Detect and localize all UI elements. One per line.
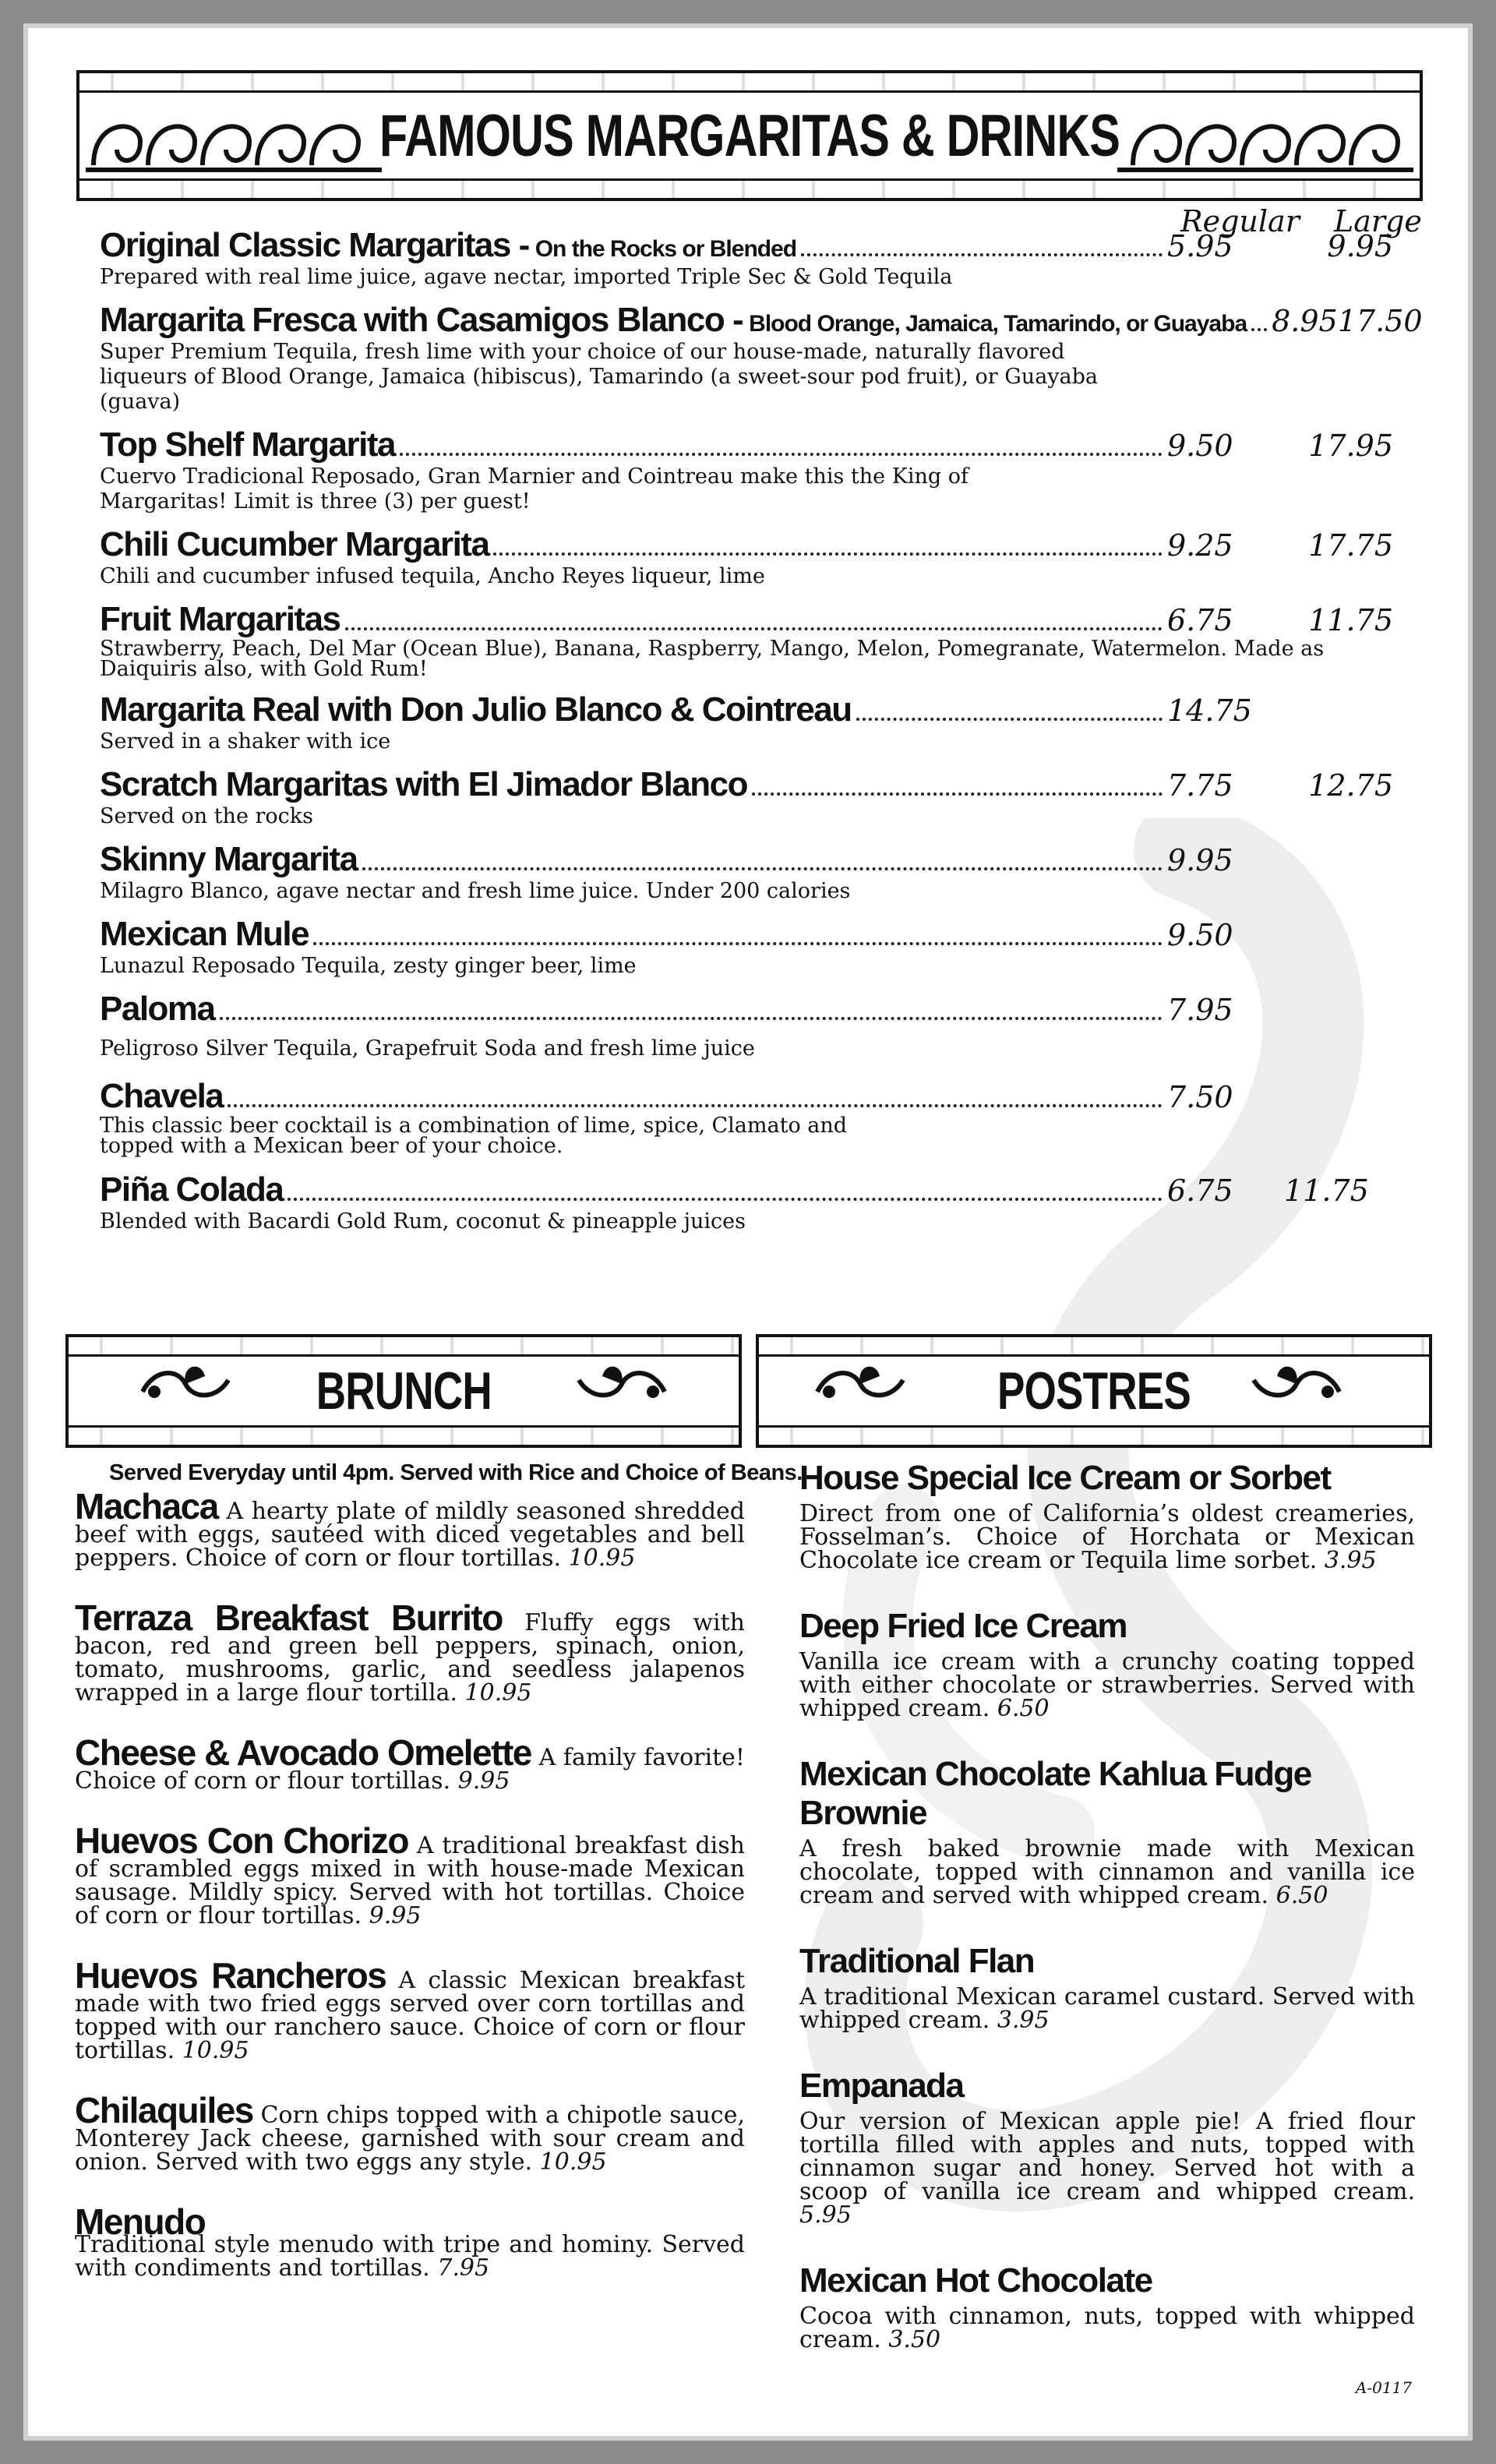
dot-leader <box>288 1198 1163 1201</box>
drink-name: Chavela <box>100 1077 224 1115</box>
brunch-item-name: Chilaquiles <box>75 2090 253 2130</box>
drink-description: Served in a shaker with ice <box>100 729 391 754</box>
scroll-ornament-right-icon <box>1250 1361 1343 1407</box>
column-header-large: Large <box>1334 204 1422 238</box>
brunch-item <box>75 1486 745 1572</box>
dot-leader <box>313 942 1163 945</box>
postres-item-desc: Our version of Mexican apple pie! A fried flour tortilla filled with apples and nuts, topped with cinnamon sugar and honey. Served hot with a scoop of vanilla ice cream and whipped cream. <box>799 2108 1415 2205</box>
dot-leader <box>228 1104 1163 1107</box>
drink-item <box>100 226 1393 290</box>
drink-name: Top Shelf Margarita <box>100 425 395 464</box>
brunch-item-desc: A classic Mexican breakfast made with two fried eggs served over corn tortillas and topped with our ranchero sauce. Choice of corn or flour tortillas. <box>75 1967 745 2064</box>
brunch-item-name: Menudo <box>75 2201 206 2242</box>
postres-item-desc: Cocoa with cinnamon, nuts, topped with whipped cream. <box>799 2303 1415 2353</box>
drink-item <box>100 990 1393 1061</box>
drink-item <box>100 1077 1393 1156</box>
brunch-item <box>75 1820 745 1929</box>
drink-name: Paloma <box>100 990 215 1028</box>
brunch-item-price: 9.95 <box>369 1902 422 1929</box>
postres-item <box>799 1607 1415 1721</box>
drink-name: Margarita Real with Don Julio Blanco & Cointreau <box>100 690 852 729</box>
postres-item-price: 6.50 <box>1275 1882 1328 1909</box>
brunch-title: BRUNCH <box>316 1361 492 1421</box>
postres-item-price: 6.50 <box>997 1695 1050 1722</box>
drink-item <box>100 765 1393 829</box>
celtic-knot-left-icon <box>86 103 390 181</box>
postres-item-desc: Vanilla ice cream with a crunchy coating topped with either chocolate or strawberries. Served with whipped cream. <box>799 1648 1415 1722</box>
brunch-item <box>75 1955 745 2064</box>
postres-item <box>799 1755 1415 1908</box>
celtic-knot-right-icon <box>1110 103 1413 181</box>
dot-leader <box>801 253 1163 256</box>
dot-leader <box>493 552 1163 556</box>
price-large: 17.50 <box>1337 304 1423 338</box>
price-regular: 9.50 <box>1167 429 1233 463</box>
drink-item <box>100 600 1393 680</box>
drink-description: Chili and cucumber infused tequila, Ancho Reyes liqueur, lime <box>100 564 765 588</box>
brunch-item-price: 10.95 <box>568 1544 636 1572</box>
postres-item-name: Deep Fried Ice Cream <box>799 1607 1127 1645</box>
brunch-item-desc: A hearty plate of mildly seasoned shredded beef with eggs, sautéed with diced vegetables and bell peppers. Choice of corn or flour tortillas. <box>75 1498 745 1572</box>
brunch-item-desc: Traditional style menudo with tripe and hominy. Served with condiments and tortillas. <box>75 2231 745 2282</box>
brunch-item <box>75 2201 745 2282</box>
drink-description: Peligroso Silver Tequila, Grapefruit Soda and fresh lime juice <box>100 1036 755 1061</box>
brunch-item-price: 10.95 <box>464 1679 532 1707</box>
drink-description: Milagro Blanco, agave nectar and fresh lime juice. Under 200 calories <box>100 879 851 903</box>
postres-banner <box>756 1334 1432 1448</box>
drinks-banner <box>76 70 1423 201</box>
drink-subtitle: Blood Orange, Jamaica, Tamarindo, or Guayaba <box>749 311 1247 337</box>
drink-description: Served on the rocks <box>100 804 314 828</box>
postres-item-name: House Special Ice Cream or Sorbet <box>799 1459 1331 1497</box>
postres-item <box>799 1459 1415 1573</box>
drink-item <box>100 1170 1393 1234</box>
postres-title: POSTRES <box>997 1361 1191 1421</box>
scroll-ornament-left-icon <box>813 1361 907 1407</box>
drink-name: Fruit Margaritas <box>100 600 340 638</box>
brunch-item-name: Machaca <box>75 1486 218 1527</box>
drink-item <box>100 301 1423 415</box>
drink-name: Mexican Mule <box>100 915 309 953</box>
postres-item-price: 5.95 <box>799 2201 852 2229</box>
brunch-item-desc: A traditional breakfast dish of scrambled eggs mixed in with house-made Mexican sausage. Mildly spicy. Served with hot tortillas. Choice of corn or flour tortillas. <box>75 1832 745 1929</box>
postres-list <box>799 1459 1415 2386</box>
price-regular: 7.75 <box>1167 768 1233 803</box>
drink-item <box>100 915 1393 979</box>
dot-leader <box>752 793 1163 796</box>
price-regular: 9.50 <box>1167 918 1233 952</box>
drinks-title: FAMOUS MARGARITAS & DRINKS <box>379 102 1120 169</box>
postres-item-desc: Direct from one of California’s oldest creameries, Fosselman’s. Choice of Horchata or Mexican Chocolate ice cream or Tequila lime sorbet. <box>799 1500 1415 1574</box>
drinks-list <box>100 226 1423 1234</box>
price-large: 11.75 <box>1284 1174 1369 1208</box>
price-regular: 9.95 <box>1167 843 1233 877</box>
brunch-item-desc: Fluffy eggs with bacon, red and green bell peppers, spinach, onion, tomato, mushrooms, garlic, and seedless jalapenos wrapped in a large flour tortilla. <box>75 1609 745 1707</box>
brunch-list <box>75 1486 745 2316</box>
drink-description: Super Premium Tequila, fresh lime with your choice of our house-made, naturally flavored liqueurs of Blood Orange, Jamaica (hibiscus), Tamarindo (a sweet-sour pod fruit), or Guayaba (guava) <box>100 340 1099 414</box>
price-regular: 6.75 <box>1167 603 1233 637</box>
menu-code: A-0117 <box>1355 2378 1412 2397</box>
drink-description: Blended with Bacardi Gold Rum, coconut & pineapple juices <box>100 1209 746 1234</box>
price-large: 17.95 <box>1308 429 1393 463</box>
dot-leader <box>856 718 1163 721</box>
drink-name: Original Classic Margaritas - <box>100 226 529 264</box>
brunch-item <box>75 2090 745 2176</box>
postres-item-price: 3.95 <box>997 2007 1050 2034</box>
drink-name: Chili Cucumber Margarita <box>100 525 489 563</box>
drink-description: Cuervo Tradicional Reposado, Gran Marnier and Cointreau make this the King of Margaritas! Limit is three (3) per guest! <box>100 464 969 514</box>
price-large: 12.75 <box>1308 768 1393 803</box>
brunch-item-name: Huevos Con Chorizo <box>75 1820 408 1861</box>
dot-leader <box>345 627 1163 630</box>
brunch-item-name: Cheese & Avocado Omelette <box>75 1732 531 1773</box>
price-regular: 8.95 <box>1272 304 1338 338</box>
price-regular: 9.25 <box>1167 528 1233 563</box>
drink-description: Lunazul Reposado Tequila, zesty ginger beer, lime <box>100 954 637 978</box>
postres-item <box>799 2261 1415 2352</box>
price-regular: 5.95 <box>1167 229 1233 263</box>
price-large: 9.95 <box>1327 229 1393 263</box>
scroll-ornament-right-icon <box>575 1361 669 1407</box>
brunch-item-name: Terraza Breakfast Burrito <box>75 1597 503 1638</box>
drink-item <box>100 425 1393 514</box>
brunch-item-price: 7.95 <box>437 2254 490 2282</box>
drink-name: Skinny Margarita <box>100 840 358 878</box>
brunch-item <box>75 1732 745 1795</box>
brunch-item-price: 9.95 <box>457 1767 510 1795</box>
price-large: 17.75 <box>1308 528 1393 563</box>
drink-name: Margarita Fresca with Casamigos Blanco - <box>100 301 743 339</box>
dot-leader <box>1251 328 1267 331</box>
postres-item-name: Traditional Flan <box>799 1942 1035 1980</box>
price-large: 11.75 <box>1308 603 1393 637</box>
drink-subtitle: On the Rocks or Blended <box>535 236 797 262</box>
postres-item <box>799 2067 1415 2227</box>
drink-item <box>100 840 1393 904</box>
drink-item <box>100 525 1393 589</box>
price-regular: 6.75 <box>1167 1174 1233 1208</box>
scroll-ornament-left-icon <box>139 1361 232 1407</box>
drink-name: Piña Colada <box>100 1170 284 1209</box>
postres-item-desc: A traditional Mexican caramel custard. Served with whipped cream. <box>799 1983 1415 2034</box>
brunch-item-price: 10.95 <box>182 2037 249 2064</box>
price-regular: 7.95 <box>1167 993 1233 1027</box>
postres-item <box>799 1942 1415 2032</box>
drink-item <box>100 690 1393 754</box>
brunch-item-name: Huevos Rancheros <box>75 1955 386 1996</box>
brunch-item <box>75 1597 745 1707</box>
postres-item-desc: A fresh baked brownie made with Mexican chocolate, topped with cinnamon and vanilla ice cream and served with whipped cream. <box>799 1835 1415 1909</box>
postres-item-name: Empanada <box>799 2067 964 2105</box>
price-regular: 14.75 <box>1167 694 1252 728</box>
dot-leader <box>220 1017 1163 1020</box>
postres-item-name: Mexican Hot Chocolate <box>799 2261 1152 2300</box>
price-regular: 7.50 <box>1167 1080 1233 1114</box>
brunch-item-desc: A family favorite! Choice of corn or flour tortillas. <box>75 1744 745 1795</box>
dot-leader <box>400 453 1163 456</box>
brunch-served-note: Served Everyday until 4pm. Served with Rice and Choice of Beans. <box>109 1460 803 1485</box>
postres-item-price: 3.95 <box>1324 1547 1377 1574</box>
dot-leader <box>362 867 1163 870</box>
brunch-banner <box>65 1334 742 1448</box>
column-header-regular: Regular <box>1180 204 1300 238</box>
brunch-item-price: 10.95 <box>539 2148 607 2176</box>
drink-description: Strawberry, Peach, Del Mar (Ocean Blue), Banana, Raspberry, Mango, Melon, Pomegranate, Watermelon. Made as Daiquiris also, with Gold Rum! <box>100 637 1325 681</box>
drink-name: Scratch Margaritas with El Jimador Blanco <box>100 765 747 803</box>
postres-item-price: 3.50 <box>888 2326 941 2353</box>
drink-description: Prepared with real lime juice, agave nectar, imported Triple Sec & Gold Tequila <box>100 265 953 289</box>
postres-item-name: Mexican Chocolate Kahlua Fudge Brownie <box>799 1755 1311 1832</box>
drink-description: This classic beer cocktail is a combination of lime, spice, Clamato and topped with a Mexican beer of your choice. <box>100 1114 848 1158</box>
brunch-item-desc: Corn chips topped with a chipotle sauce, Monterey Jack cheese, garnished with sour cream and onion. Served with two eggs any style. <box>75 2102 745 2176</box>
